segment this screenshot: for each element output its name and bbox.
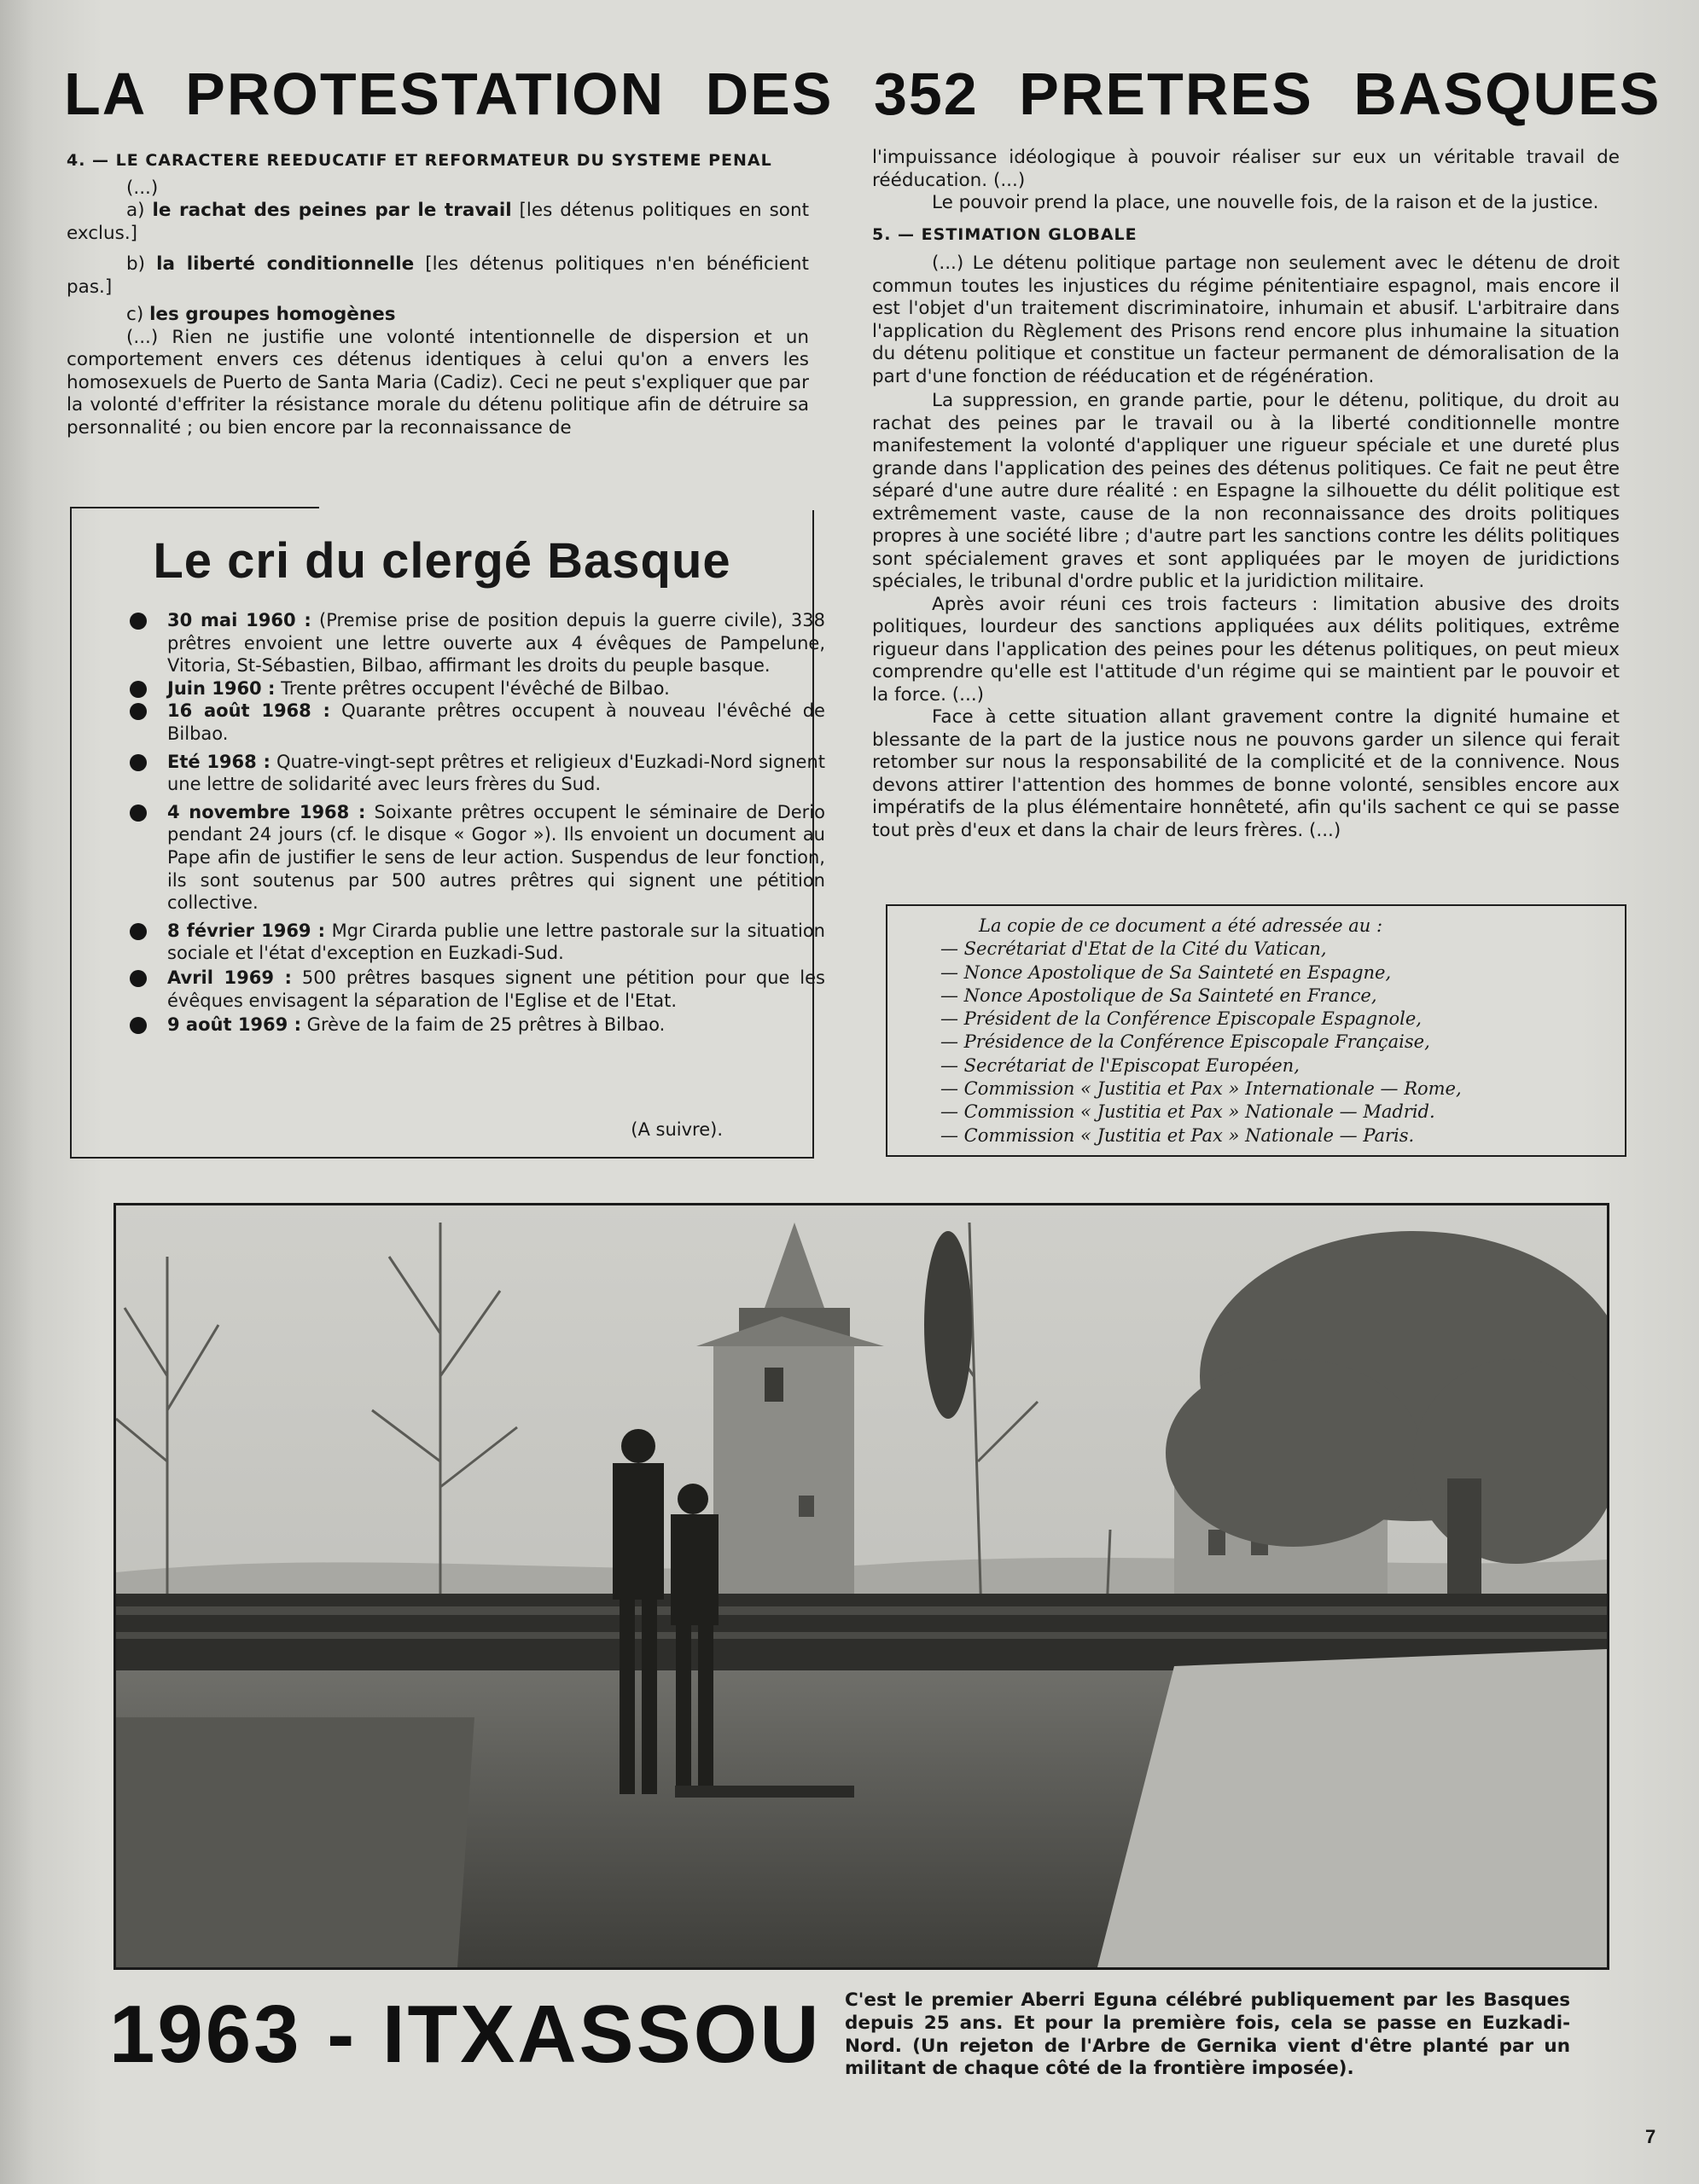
photo-caption-title: 1963 - ITXASSOU	[109, 1989, 822, 2080]
bullet-icon	[130, 923, 147, 940]
item-b-label: b)	[126, 253, 146, 275]
right-paragraph-3: (...) Le détenu politique partage non seulement avec le détenu de droit commun toutes les injustices du régime pénitentiaire espagnol, mais encore il est l'objet d'un traitement discriminatoire, inhumain et abusif. L'arbitraire dans l'application du Règlement des Prisons rend encore plus inhumaine la situation du détenu politique et constitue un facteur permanent de démoralisation de la part d'une fonction de rééducation et de régénération.	[872, 253, 1620, 387]
item-a-rest: [les détenus politiques en sont exclus.]	[67, 200, 809, 244]
item-c-label: c)	[126, 304, 144, 325]
section-4-title: 4. — LE CARACTERE REEDUCATIF ET REFORMATEUR DU SYSTEME PENAL	[67, 151, 772, 170]
section-5-title: 5. — ESTIMATION GLOBALE	[872, 224, 1138, 244]
ceremony-photo-illustration	[116, 1205, 1607, 1967]
event-text: Soixante prêtres occupent le séminaire de Derio pendant 24 jours (cf. le disque « Gogor »). Ils envoient un document au Pape afin de justifier le sens de leur action. Suspendus de leur fonction, ils sont soutenus par 500 autres prêtres qui signent une pétition collective.	[167, 801, 825, 914]
recipient: — Nonce Apostolique de Sa Sainteté en Espagne,	[940, 961, 1392, 983]
bullet-icon	[130, 613, 147, 630]
recipients-list	[940, 915, 1615, 1147]
recipient: — Présidence de la Conférence Episcopale Française,	[940, 1031, 1430, 1053]
item-b-rest: [les détenus politiques n'en bénéficient pas.]	[67, 253, 809, 298]
bullet-icon	[130, 1017, 147, 1034]
bullet-icon	[130, 703, 147, 720]
event-date: 4 novembre 1968 :	[167, 801, 366, 822]
photo-caption-text: C'est le premier Aberri Eguna célébré publiquement par les Basques depuis 25 ans. Et pour la première fois, cela se passe en Euzkadi-Nord. (Un rejeton de l'Arbre de Gernika vient d'être planté par un militant de chaque côté de la frontière imposée).	[845, 1989, 1570, 2080]
item-a	[67, 200, 809, 245]
chronology-item	[130, 920, 825, 965]
event-date: 16 août 1968 :	[167, 700, 330, 722]
right-paragraph-5: Après avoir réuni ces trois facteurs : limitation abusive des droits politiques, lourdeur des sanctions appliquées aux délits politiques, extrême rigueur dans l'application des peines pour les détenus politiques, on peut mieux comprendre qu'elle est l'attitude d'un régime qui se maintient par le pouvoir et la force. (...)	[872, 593, 1620, 706]
box-top-gap	[319, 505, 823, 510]
event-date: Juin 1960 :	[167, 677, 276, 699]
event-date: Eté 1968 :	[167, 751, 271, 772]
event-text: Quatre-vingt-sept prêtres et religieux d'Euzkadi-Nord signent une lettre de solidarité avec leurs frères du Sud.	[167, 751, 825, 795]
bullet-icon	[130, 754, 147, 771]
chronology-item	[130, 677, 825, 700]
right-paragraph-4: La suppression, en grande partie, pour le détenu, politique, du droit au rachat des peines par le travail ou à la liberté conditionnelle montre manifestement la volonté d'appliquer une rigueur spéciale et une dureté plus grande dans l'application des peines des détenus politiques. Ce fait ne peut être séparé d'une autre dure réalité : en Espagne la silhouette du délit politique est extrêmement vaste, cause de la non reconnaissance des droits politiques propres à une société libre ; d'autre part les sanctions contre les délits politiques sont spécialement graves et sont appliquées par le moyen de juridictions spéciales, le tribunal d'ordre public et la juridiction militaire.	[872, 390, 1620, 592]
event-date: Avril 1969 :	[167, 967, 292, 988]
ellipsis: (...)	[126, 177, 159, 199]
recipient: — Président de la Conférence Episcopale Espagnole,	[940, 1008, 1422, 1030]
right-paragraph-2: Le pouvoir prend la place, une nouvelle fois, de la raison et de la justice.	[932, 192, 1599, 213]
item-a-bold: le rachat des peines par le travail	[152, 200, 512, 221]
right-paragraph-6: Face à cette situation allant gravement contre la dignité humaine et blessante de la part de la justice nous ne pouvons garder un silence qui ferait retomber sur nous la responsabilité de la complicité et de la connivence. Nous devons attirer l'attention des hommes de bonne volonté, sensibles encore aux impératifs de la plus élémentaire honnêteté, afin qu'ils sachent ce qui se passe tout près d'eux et dans la chair de leurs frères. (...)	[872, 706, 1620, 841]
recipient: — Commission « Justitia et Pax » Nationale — Paris.	[940, 1124, 1415, 1146]
chronology-list	[130, 609, 825, 1037]
item-c-bold: les groupes homogènes	[149, 304, 396, 325]
item-a-label: a)	[126, 200, 145, 221]
item-b-bold: la liberté conditionnelle	[156, 253, 415, 275]
event-date: 30 mai 1960 :	[167, 610, 311, 630]
item-c-text: (...) Rien ne justifie une volonté intentionnelle de dispersion et un comportement envers ces détenus identiques à celui qu'on a envers les homosexuels de Puerto de Santa Maria (Cadiz). Ceci ne peut s'expliquer que par la volonté d'effriter la résistance morale du détenu politique afin de détruire sa personnalité ; ou bien encore par la reconnaissance de	[67, 326, 809, 439]
event-date: 9 août 1969 :	[167, 1014, 301, 1036]
copy-recipients-box	[886, 904, 1626, 1157]
bullet-icon	[130, 970, 147, 987]
right-column	[872, 147, 1620, 842]
item-c	[67, 304, 809, 327]
headline: LA PROTESTATION DES 352 PRETRES BASQUES	[64, 61, 1661, 127]
chronology-item	[130, 751, 825, 796]
event-text: Trente prêtres occupent l'évêché de Bilbao.	[281, 677, 670, 699]
chronology-item	[130, 700, 825, 745]
recipient: — Nonce Apostolique de Sa Sainteté en France,	[940, 985, 1377, 1006]
event-text: Grève de la faim de 25 prêtres à Bilbao.	[306, 1014, 666, 1036]
chronology-item	[130, 609, 825, 677]
sidebar-title: Le cri du clergé Basque	[153, 533, 731, 589]
event-text: (Premise prise de position depuis la guerre civile), 338 prêtres envoient une lettre ouverte aux 4 évêques de Pampelune, Vitoria, St-Sébastien, Bilbao, affirmant les droits du peuple basque.	[167, 610, 825, 677]
left-column	[67, 149, 809, 439]
event-text: Quarante prêtres occupent à nouveau l'évêché de Bilbao.	[167, 700, 825, 744]
ceremony-photo	[113, 1203, 1609, 1970]
recipient: — Commission « Justitia et Pax » Internationale — Rome,	[940, 1078, 1462, 1100]
recipient: — Secrétariat d'Etat de la Cité du Vatican,	[940, 938, 1327, 960]
chronology-item	[130, 1014, 825, 1037]
page-number: 7	[1645, 2126, 1656, 2147]
right-paragraph-1: l'impuissance idéologique à pouvoir réaliser sur eux un véritable travail de rééducation. (...)	[872, 147, 1620, 191]
recipient: — Secrétariat de l'Episcopat Européen,	[940, 1054, 1300, 1076]
sidebar-box	[70, 507, 826, 1159]
recipient: — Commission « Justitia et Pax » Nationale — Madrid.	[940, 1101, 1435, 1123]
event-text: Mgr Cirarda publie une lettre pastorale sur la situation sociale et l'état d'exception en Euzkadi-Sud.	[167, 920, 825, 964]
to-be-continued: (A suivre).	[631, 1119, 723, 1140]
copy-intro: La copie de ce document a été adressée au :	[979, 915, 1383, 936]
bullet-icon	[130, 681, 147, 698]
chronology-item	[130, 967, 825, 1012]
chronology-item	[130, 801, 825, 915]
event-text: 500 prêtres basques signent une pétition pour que les évêques envisagent la séparation de l'Eglise et de l'Etat.	[167, 967, 826, 1011]
event-date: 8 février 1969 :	[167, 920, 326, 941]
item-b	[67, 253, 809, 299]
bullet-icon	[130, 804, 147, 822]
